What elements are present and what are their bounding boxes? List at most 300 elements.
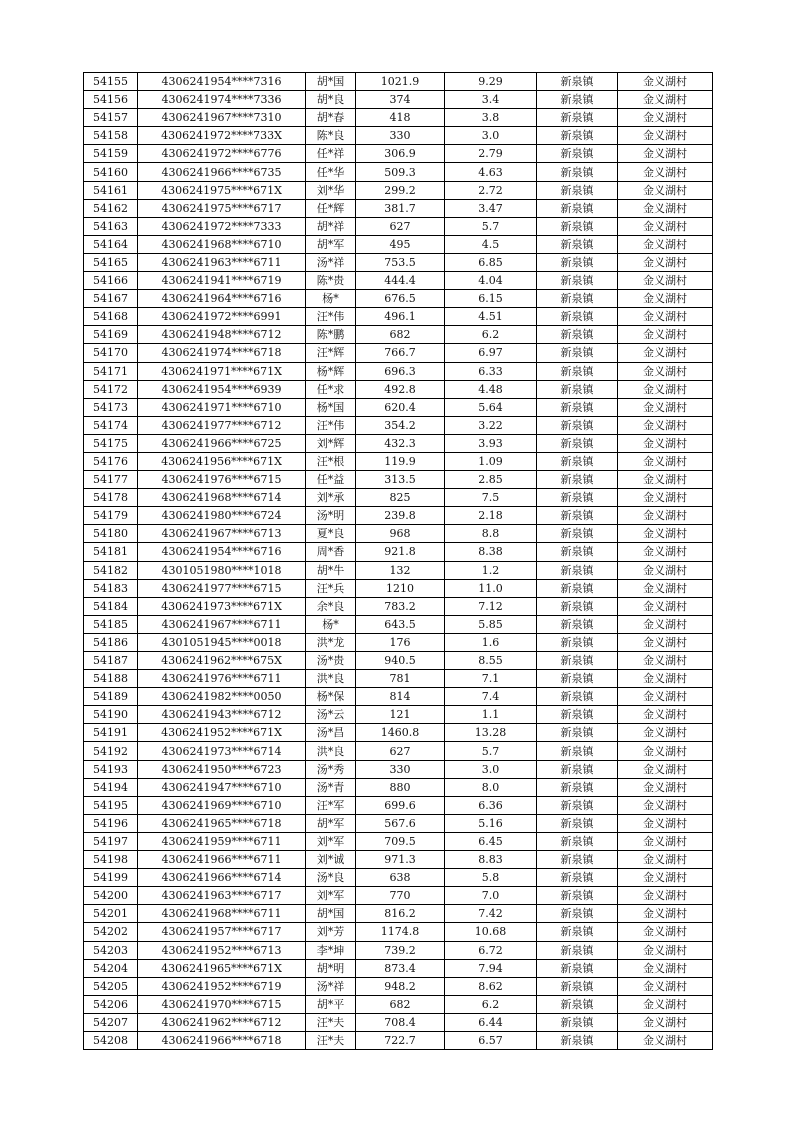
village-cell: 金义湖村 <box>618 869 713 887</box>
id-number-cell: 4301051980****1018 <box>138 561 306 579</box>
area-cell: 567.6 <box>356 814 445 832</box>
town-cell: 新泉镇 <box>537 688 618 706</box>
name-cell: 胡*军 <box>306 235 356 253</box>
village-cell: 金义湖村 <box>618 688 713 706</box>
table-row <box>84 199 713 217</box>
name-cell: 胡*平 <box>306 995 356 1013</box>
town-cell: 新泉镇 <box>537 959 618 977</box>
table-row <box>84 362 713 380</box>
table-row <box>84 452 713 470</box>
name-cell: 汪*兵 <box>306 579 356 597</box>
village-cell: 金义湖村 <box>618 814 713 832</box>
id-number-cell: 4306241966****6725 <box>138 434 306 452</box>
name-cell: 汪*夫 <box>306 1031 356 1049</box>
village-cell: 金义湖村 <box>618 670 713 688</box>
town-cell: 新泉镇 <box>537 507 618 525</box>
serial-number-cell: 54155 <box>84 73 138 91</box>
town-cell: 新泉镇 <box>537 615 618 633</box>
village-cell: 金义湖村 <box>618 778 713 796</box>
id-number-cell: 4306241964****6716 <box>138 290 306 308</box>
amount-cell: 2.85 <box>445 471 537 489</box>
id-number-cell: 4306241970****6715 <box>138 995 306 1013</box>
town-cell: 新泉镇 <box>537 253 618 271</box>
serial-number-cell: 54199 <box>84 869 138 887</box>
town-cell: 新泉镇 <box>537 127 618 145</box>
area-cell: 880 <box>356 778 445 796</box>
table-row <box>84 760 713 778</box>
area-cell: 940.5 <box>356 652 445 670</box>
id-number-cell: 4306241965****6718 <box>138 814 306 832</box>
area-cell: 306.9 <box>356 145 445 163</box>
table-row <box>84 1031 713 1049</box>
table-row <box>84 525 713 543</box>
name-cell: 汪*夫 <box>306 1013 356 1031</box>
town-cell: 新泉镇 <box>537 73 618 91</box>
amount-cell: 5.8 <box>445 869 537 887</box>
table-row <box>84 851 713 869</box>
serial-number-cell: 54175 <box>84 434 138 452</box>
table-body <box>84 73 713 1050</box>
amount-cell: 6.2 <box>445 995 537 1013</box>
name-cell: 杨*国 <box>306 398 356 416</box>
serial-number-cell: 54188 <box>84 670 138 688</box>
table-row <box>84 995 713 1013</box>
name-cell: 洪*龙 <box>306 633 356 651</box>
village-cell: 金义湖村 <box>618 1031 713 1049</box>
town-cell: 新泉镇 <box>537 91 618 109</box>
amount-cell: 8.0 <box>445 778 537 796</box>
id-number-cell: 4306241962****6712 <box>138 1013 306 1031</box>
serial-number-cell: 54207 <box>84 1013 138 1031</box>
area-cell: 330 <box>356 127 445 145</box>
name-cell: 刘*辉 <box>306 434 356 452</box>
town-cell: 新泉镇 <box>537 272 618 290</box>
id-number-cell: 4306241965****671X <box>138 959 306 977</box>
id-number-cell: 4306241972****7333 <box>138 217 306 235</box>
area-cell: 374 <box>356 91 445 109</box>
amount-cell: 3.93 <box>445 434 537 452</box>
table-row <box>84 923 713 941</box>
village-cell: 金义湖村 <box>618 760 713 778</box>
id-number-cell: 4306241977****6715 <box>138 579 306 597</box>
town-cell: 新泉镇 <box>537 109 618 127</box>
name-cell: 汤*良 <box>306 869 356 887</box>
name-cell: 汪*根 <box>306 452 356 470</box>
table-row <box>84 471 713 489</box>
amount-cell: 6.36 <box>445 796 537 814</box>
town-cell: 新泉镇 <box>537 489 618 507</box>
name-cell: 胡*牛 <box>306 561 356 579</box>
village-cell: 金义湖村 <box>618 181 713 199</box>
table-row <box>84 869 713 887</box>
serial-number-cell: 54204 <box>84 959 138 977</box>
town-cell: 新泉镇 <box>537 434 618 452</box>
area-cell: 495 <box>356 235 445 253</box>
data-table <box>83 72 713 1050</box>
amount-cell: 7.94 <box>445 959 537 977</box>
amount-cell: 2.72 <box>445 181 537 199</box>
area-cell: 313.5 <box>356 471 445 489</box>
amount-cell: 8.8 <box>445 525 537 543</box>
amount-cell: 2.18 <box>445 507 537 525</box>
table-row <box>84 434 713 452</box>
name-cell: 夏*良 <box>306 525 356 543</box>
serial-number-cell: 54161 <box>84 181 138 199</box>
area-cell: 708.4 <box>356 1013 445 1031</box>
village-cell: 金义湖村 <box>618 199 713 217</box>
id-number-cell: 4306241967****7310 <box>138 109 306 127</box>
table-row <box>84 670 713 688</box>
id-number-cell: 4306241959****6711 <box>138 832 306 850</box>
name-cell: 汪*军 <box>306 796 356 814</box>
id-number-cell: 4306241966****6718 <box>138 1031 306 1049</box>
amount-cell: 4.48 <box>445 380 537 398</box>
village-cell: 金义湖村 <box>618 452 713 470</box>
village-cell: 金义湖村 <box>618 290 713 308</box>
area-cell: 968 <box>356 525 445 543</box>
id-number-cell: 4306241982****0050 <box>138 688 306 706</box>
name-cell: 汪*辉 <box>306 344 356 362</box>
village-cell: 金义湖村 <box>618 597 713 615</box>
id-number-cell: 4306241971****6710 <box>138 398 306 416</box>
table-row <box>84 1013 713 1031</box>
table-row <box>84 652 713 670</box>
table-row <box>84 253 713 271</box>
area-cell: 709.5 <box>356 832 445 850</box>
id-number-cell: 4306241980****6724 <box>138 507 306 525</box>
town-cell: 新泉镇 <box>537 181 618 199</box>
id-number-cell: 4306241954****7316 <box>138 73 306 91</box>
town-cell: 新泉镇 <box>537 543 618 561</box>
town-cell: 新泉镇 <box>537 326 618 344</box>
id-number-cell: 4306241948****6712 <box>138 326 306 344</box>
serial-number-cell: 54181 <box>84 543 138 561</box>
id-number-cell: 4306241972****6776 <box>138 145 306 163</box>
serial-number-cell: 54189 <box>84 688 138 706</box>
amount-cell: 5.7 <box>445 217 537 235</box>
name-cell: 陈*鹏 <box>306 326 356 344</box>
village-cell: 金义湖村 <box>618 995 713 1013</box>
area-cell: 722.7 <box>356 1031 445 1049</box>
area-cell: 682 <box>356 995 445 1013</box>
amount-cell: 1.1 <box>445 706 537 724</box>
amount-cell: 3.47 <box>445 199 537 217</box>
amount-cell: 8.38 <box>445 543 537 561</box>
amount-cell: 7.0 <box>445 887 537 905</box>
area-cell: 948.2 <box>356 977 445 995</box>
town-cell: 新泉镇 <box>537 851 618 869</box>
area-cell: 432.3 <box>356 434 445 452</box>
village-cell: 金义湖村 <box>618 507 713 525</box>
amount-cell: 3.22 <box>445 416 537 434</box>
serial-number-cell: 54208 <box>84 1031 138 1049</box>
table-row <box>84 724 713 742</box>
amount-cell: 1.09 <box>445 452 537 470</box>
serial-number-cell: 54174 <box>84 416 138 434</box>
name-cell: 胡*明 <box>306 959 356 977</box>
area-cell: 239.8 <box>356 507 445 525</box>
village-cell: 金义湖村 <box>618 832 713 850</box>
area-cell: 1210 <box>356 579 445 597</box>
area-cell: 816.2 <box>356 905 445 923</box>
serial-number-cell: 54171 <box>84 362 138 380</box>
amount-cell: 5.7 <box>445 742 537 760</box>
area-cell: 496.1 <box>356 308 445 326</box>
town-cell: 新泉镇 <box>537 1031 618 1049</box>
area-cell: 176 <box>356 633 445 651</box>
village-cell: 金义湖村 <box>618 525 713 543</box>
serial-number-cell: 54156 <box>84 91 138 109</box>
amount-cell: 3.0 <box>445 760 537 778</box>
id-number-cell: 4306241962****675X <box>138 652 306 670</box>
id-number-cell: 4306241941****6719 <box>138 272 306 290</box>
area-cell: 676.5 <box>356 290 445 308</box>
town-cell: 新泉镇 <box>537 145 618 163</box>
id-number-cell: 4306241966****6714 <box>138 869 306 887</box>
name-cell: 汤*明 <box>306 507 356 525</box>
id-number-cell: 4306241967****6713 <box>138 525 306 543</box>
area-cell: 620.4 <box>356 398 445 416</box>
area-cell: 699.6 <box>356 796 445 814</box>
village-cell: 金义湖村 <box>618 543 713 561</box>
village-cell: 金义湖村 <box>618 742 713 760</box>
area-cell: 814 <box>356 688 445 706</box>
town-cell: 新泉镇 <box>537 1013 618 1031</box>
table-row <box>84 181 713 199</box>
town-cell: 新泉镇 <box>537 706 618 724</box>
amount-cell: 7.5 <box>445 489 537 507</box>
amount-cell: 10.68 <box>445 923 537 941</box>
table-row <box>84 380 713 398</box>
village-cell: 金义湖村 <box>618 362 713 380</box>
village-cell: 金义湖村 <box>618 145 713 163</box>
table-row <box>84 742 713 760</box>
area-cell: 643.5 <box>356 615 445 633</box>
id-number-cell: 4306241943****6712 <box>138 706 306 724</box>
town-cell: 新泉镇 <box>537 941 618 959</box>
serial-number-cell: 54203 <box>84 941 138 959</box>
id-number-cell: 4306241963****6711 <box>138 253 306 271</box>
town-cell: 新泉镇 <box>537 742 618 760</box>
table-row <box>84 489 713 507</box>
name-cell: 汪*伟 <box>306 308 356 326</box>
village-cell: 金义湖村 <box>618 851 713 869</box>
amount-cell: 1.2 <box>445 561 537 579</box>
name-cell: 汤*秀 <box>306 760 356 778</box>
village-cell: 金义湖村 <box>618 977 713 995</box>
id-number-cell: 4306241952****6719 <box>138 977 306 995</box>
amount-cell: 6.15 <box>445 290 537 308</box>
town-cell: 新泉镇 <box>537 724 618 742</box>
town-cell: 新泉镇 <box>537 308 618 326</box>
town-cell: 新泉镇 <box>537 199 618 217</box>
serial-number-cell: 54182 <box>84 561 138 579</box>
name-cell: 刘*诚 <box>306 851 356 869</box>
village-cell: 金义湖村 <box>618 344 713 362</box>
name-cell: 任*求 <box>306 380 356 398</box>
amount-cell: 6.45 <box>445 832 537 850</box>
village-cell: 金义湖村 <box>618 579 713 597</box>
name-cell: 陈*良 <box>306 127 356 145</box>
serial-number-cell: 54167 <box>84 290 138 308</box>
name-cell: 周*香 <box>306 543 356 561</box>
id-number-cell: 4306241956****671X <box>138 452 306 470</box>
id-number-cell: 4306241971****671X <box>138 362 306 380</box>
area-cell: 381.7 <box>356 199 445 217</box>
id-number-cell: 4306241976****6711 <box>138 670 306 688</box>
table-row <box>84 272 713 290</box>
amount-cell: 7.1 <box>445 670 537 688</box>
area-cell: 418 <box>356 109 445 127</box>
serial-number-cell: 54205 <box>84 977 138 995</box>
id-number-cell: 4306241972****733X <box>138 127 306 145</box>
serial-number-cell: 54191 <box>84 724 138 742</box>
serial-number-cell: 54170 <box>84 344 138 362</box>
village-cell: 金义湖村 <box>618 73 713 91</box>
name-cell: 汤*贵 <box>306 652 356 670</box>
table-row <box>84 778 713 796</box>
amount-cell: 9.29 <box>445 73 537 91</box>
serial-number-cell: 54193 <box>84 760 138 778</box>
village-cell: 金义湖村 <box>618 308 713 326</box>
table-row <box>84 814 713 832</box>
name-cell: 汪*伟 <box>306 416 356 434</box>
serial-number-cell: 54164 <box>84 235 138 253</box>
village-cell: 金义湖村 <box>618 127 713 145</box>
village-cell: 金义湖村 <box>618 109 713 127</box>
area-cell: 696.3 <box>356 362 445 380</box>
name-cell: 胡*良 <box>306 91 356 109</box>
serial-number-cell: 54201 <box>84 905 138 923</box>
name-cell: 刘*承 <box>306 489 356 507</box>
amount-cell: 4.51 <box>445 308 537 326</box>
area-cell: 444.4 <box>356 272 445 290</box>
id-number-cell: 4306241952****6713 <box>138 941 306 959</box>
id-number-cell: 4306241968****6710 <box>138 235 306 253</box>
village-cell: 金义湖村 <box>618 561 713 579</box>
area-cell: 753.5 <box>356 253 445 271</box>
area-cell: 766.7 <box>356 344 445 362</box>
table-row <box>84 832 713 850</box>
town-cell: 新泉镇 <box>537 163 618 181</box>
serial-number-cell: 54159 <box>84 145 138 163</box>
town-cell: 新泉镇 <box>537 452 618 470</box>
village-cell: 金义湖村 <box>618 380 713 398</box>
village-cell: 金义湖村 <box>618 471 713 489</box>
serial-number-cell: 54157 <box>84 109 138 127</box>
town-cell: 新泉镇 <box>537 362 618 380</box>
amount-cell: 7.12 <box>445 597 537 615</box>
town-cell: 新泉镇 <box>537 579 618 597</box>
area-cell: 1460.8 <box>356 724 445 742</box>
id-number-cell: 4306241969****6710 <box>138 796 306 814</box>
table-row <box>84 615 713 633</box>
town-cell: 新泉镇 <box>537 832 618 850</box>
amount-cell: 8.55 <box>445 652 537 670</box>
town-cell: 新泉镇 <box>537 670 618 688</box>
table-row <box>84 308 713 326</box>
serial-number-cell: 54176 <box>84 452 138 470</box>
id-number-cell: 4306241954****6939 <box>138 380 306 398</box>
table-row <box>84 163 713 181</box>
serial-number-cell: 54190 <box>84 706 138 724</box>
name-cell: 任*华 <box>306 163 356 181</box>
amount-cell: 8.62 <box>445 977 537 995</box>
id-number-cell: 4306241975****6717 <box>138 199 306 217</box>
serial-number-cell: 54162 <box>84 199 138 217</box>
village-cell: 金义湖村 <box>618 235 713 253</box>
serial-number-cell: 54179 <box>84 507 138 525</box>
amount-cell: 8.83 <box>445 851 537 869</box>
town-cell: 新泉镇 <box>537 869 618 887</box>
area-cell: 627 <box>356 742 445 760</box>
area-cell: 781 <box>356 670 445 688</box>
id-number-cell: 4306241976****6715 <box>138 471 306 489</box>
serial-number-cell: 54177 <box>84 471 138 489</box>
town-cell: 新泉镇 <box>537 561 618 579</box>
village-cell: 金义湖村 <box>618 217 713 235</box>
name-cell: 杨*保 <box>306 688 356 706</box>
id-number-cell: 4306241957****6717 <box>138 923 306 941</box>
name-cell: 陈*贵 <box>306 272 356 290</box>
town-cell: 新泉镇 <box>537 217 618 235</box>
id-number-cell: 4306241963****6717 <box>138 887 306 905</box>
area-cell: 739.2 <box>356 941 445 959</box>
name-cell: 刘*华 <box>306 181 356 199</box>
town-cell: 新泉镇 <box>537 760 618 778</box>
id-number-cell: 4306241950****6723 <box>138 760 306 778</box>
amount-cell: 6.97 <box>445 344 537 362</box>
village-cell: 金义湖村 <box>618 398 713 416</box>
amount-cell: 5.64 <box>445 398 537 416</box>
town-cell: 新泉镇 <box>537 814 618 832</box>
name-cell: 汤*祥 <box>306 977 356 995</box>
name-cell: 任*益 <box>306 471 356 489</box>
name-cell: 胡*军 <box>306 814 356 832</box>
table-row <box>84 561 713 579</box>
name-cell: 洪*良 <box>306 742 356 760</box>
serial-number-cell: 54169 <box>84 326 138 344</box>
town-cell: 新泉镇 <box>537 995 618 1013</box>
town-cell: 新泉镇 <box>537 796 618 814</box>
amount-cell: 4.63 <box>445 163 537 181</box>
table-row <box>84 326 713 344</box>
amount-cell: 13.28 <box>445 724 537 742</box>
area-cell: 627 <box>356 217 445 235</box>
name-cell: 汤*祥 <box>306 253 356 271</box>
table-row <box>84 416 713 434</box>
village-cell: 金义湖村 <box>618 91 713 109</box>
serial-number-cell: 54185 <box>84 615 138 633</box>
village-cell: 金义湖村 <box>618 434 713 452</box>
village-cell: 金义湖村 <box>618 633 713 651</box>
name-cell: 胡*春 <box>306 109 356 127</box>
area-cell: 770 <box>356 887 445 905</box>
amount-cell: 3.0 <box>445 127 537 145</box>
town-cell: 新泉镇 <box>537 887 618 905</box>
name-cell: 杨*辉 <box>306 362 356 380</box>
town-cell: 新泉镇 <box>537 290 618 308</box>
name-cell: 汤*云 <box>306 706 356 724</box>
table-row <box>84 290 713 308</box>
serial-number-cell: 54186 <box>84 633 138 651</box>
amount-cell: 5.16 <box>445 814 537 832</box>
name-cell: 胡*国 <box>306 73 356 91</box>
name-cell: 杨* <box>306 615 356 633</box>
village-cell: 金义湖村 <box>618 652 713 670</box>
id-number-cell: 4306241977****6712 <box>138 416 306 434</box>
village-cell: 金义湖村 <box>618 615 713 633</box>
